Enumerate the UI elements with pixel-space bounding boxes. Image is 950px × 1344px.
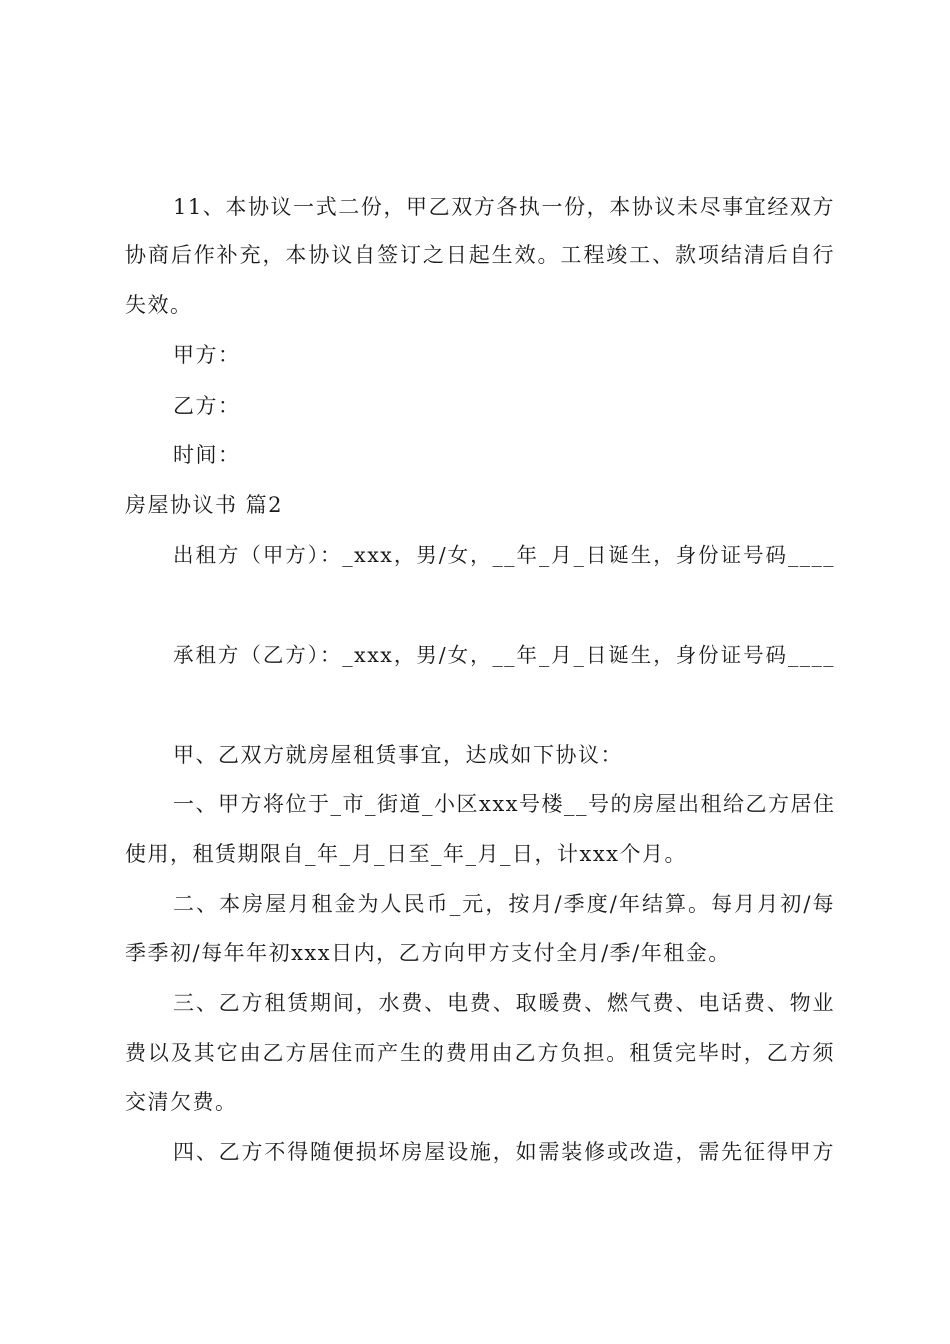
article-2-line-1: 二、本房屋月租金为人民币_元，按月/季度/年结算。每月月初/每 (173, 892, 835, 916)
article-4-line-1: 四、乙方不得随便损坏房屋设施，如需装修或改造，需先征得甲方 (173, 1140, 835, 1164)
lessee-line: 承租方（乙方）：_xxx，男/女，__年_月_日诞生，身份证号码____ (173, 643, 835, 667)
party-b-signature: 乙方： (173, 394, 241, 418)
agreement-intro: 甲、乙双方就房屋租赁事宜，达成如下协议： (173, 743, 623, 767)
clause-11-line-1: 11、本协议一式二份，甲乙双方各执一份，本协议未尽事宜经双方 (173, 195, 835, 219)
article-3-line-3: 交清欠费。 (125, 1090, 238, 1114)
party-a-signature: 甲方： (173, 343, 241, 367)
section-title: 房屋协议书 篇2 (125, 493, 284, 517)
article-1-line-1: 一、甲方将位于_市_街道_小区xxx号楼__号的房屋出租给乙方居住 (173, 792, 836, 816)
clause-11-line-3: 失效。 (125, 293, 193, 317)
article-3-line-1: 三、乙方租赁期间，水费、电费、取暖费、燃气费、电话费、物业 (173, 991, 835, 1015)
clause-11-line-2: 协商后作补充，本协议自签订之日起生效。工程竣工、款项结清后自行 (125, 243, 835, 267)
lessor-line: 出租方（甲方）：_xxx，男/女，__年_月_日诞生，身份证号码____ (173, 543, 835, 567)
article-2-line-2: 季季初/每年年初xxx日内，乙方向甲方支付全月/季/年租金。 (125, 941, 731, 965)
article-1-line-2: 使用，租赁期限自_年_月_日至_年_月_日，计xxx个月。 (125, 842, 688, 866)
article-3-line-2: 费以及其它由乙方居住而产生的费用由乙方负担。租赁完毕时，乙方须 (125, 1041, 835, 1065)
signature-time: 时间： (173, 443, 241, 467)
